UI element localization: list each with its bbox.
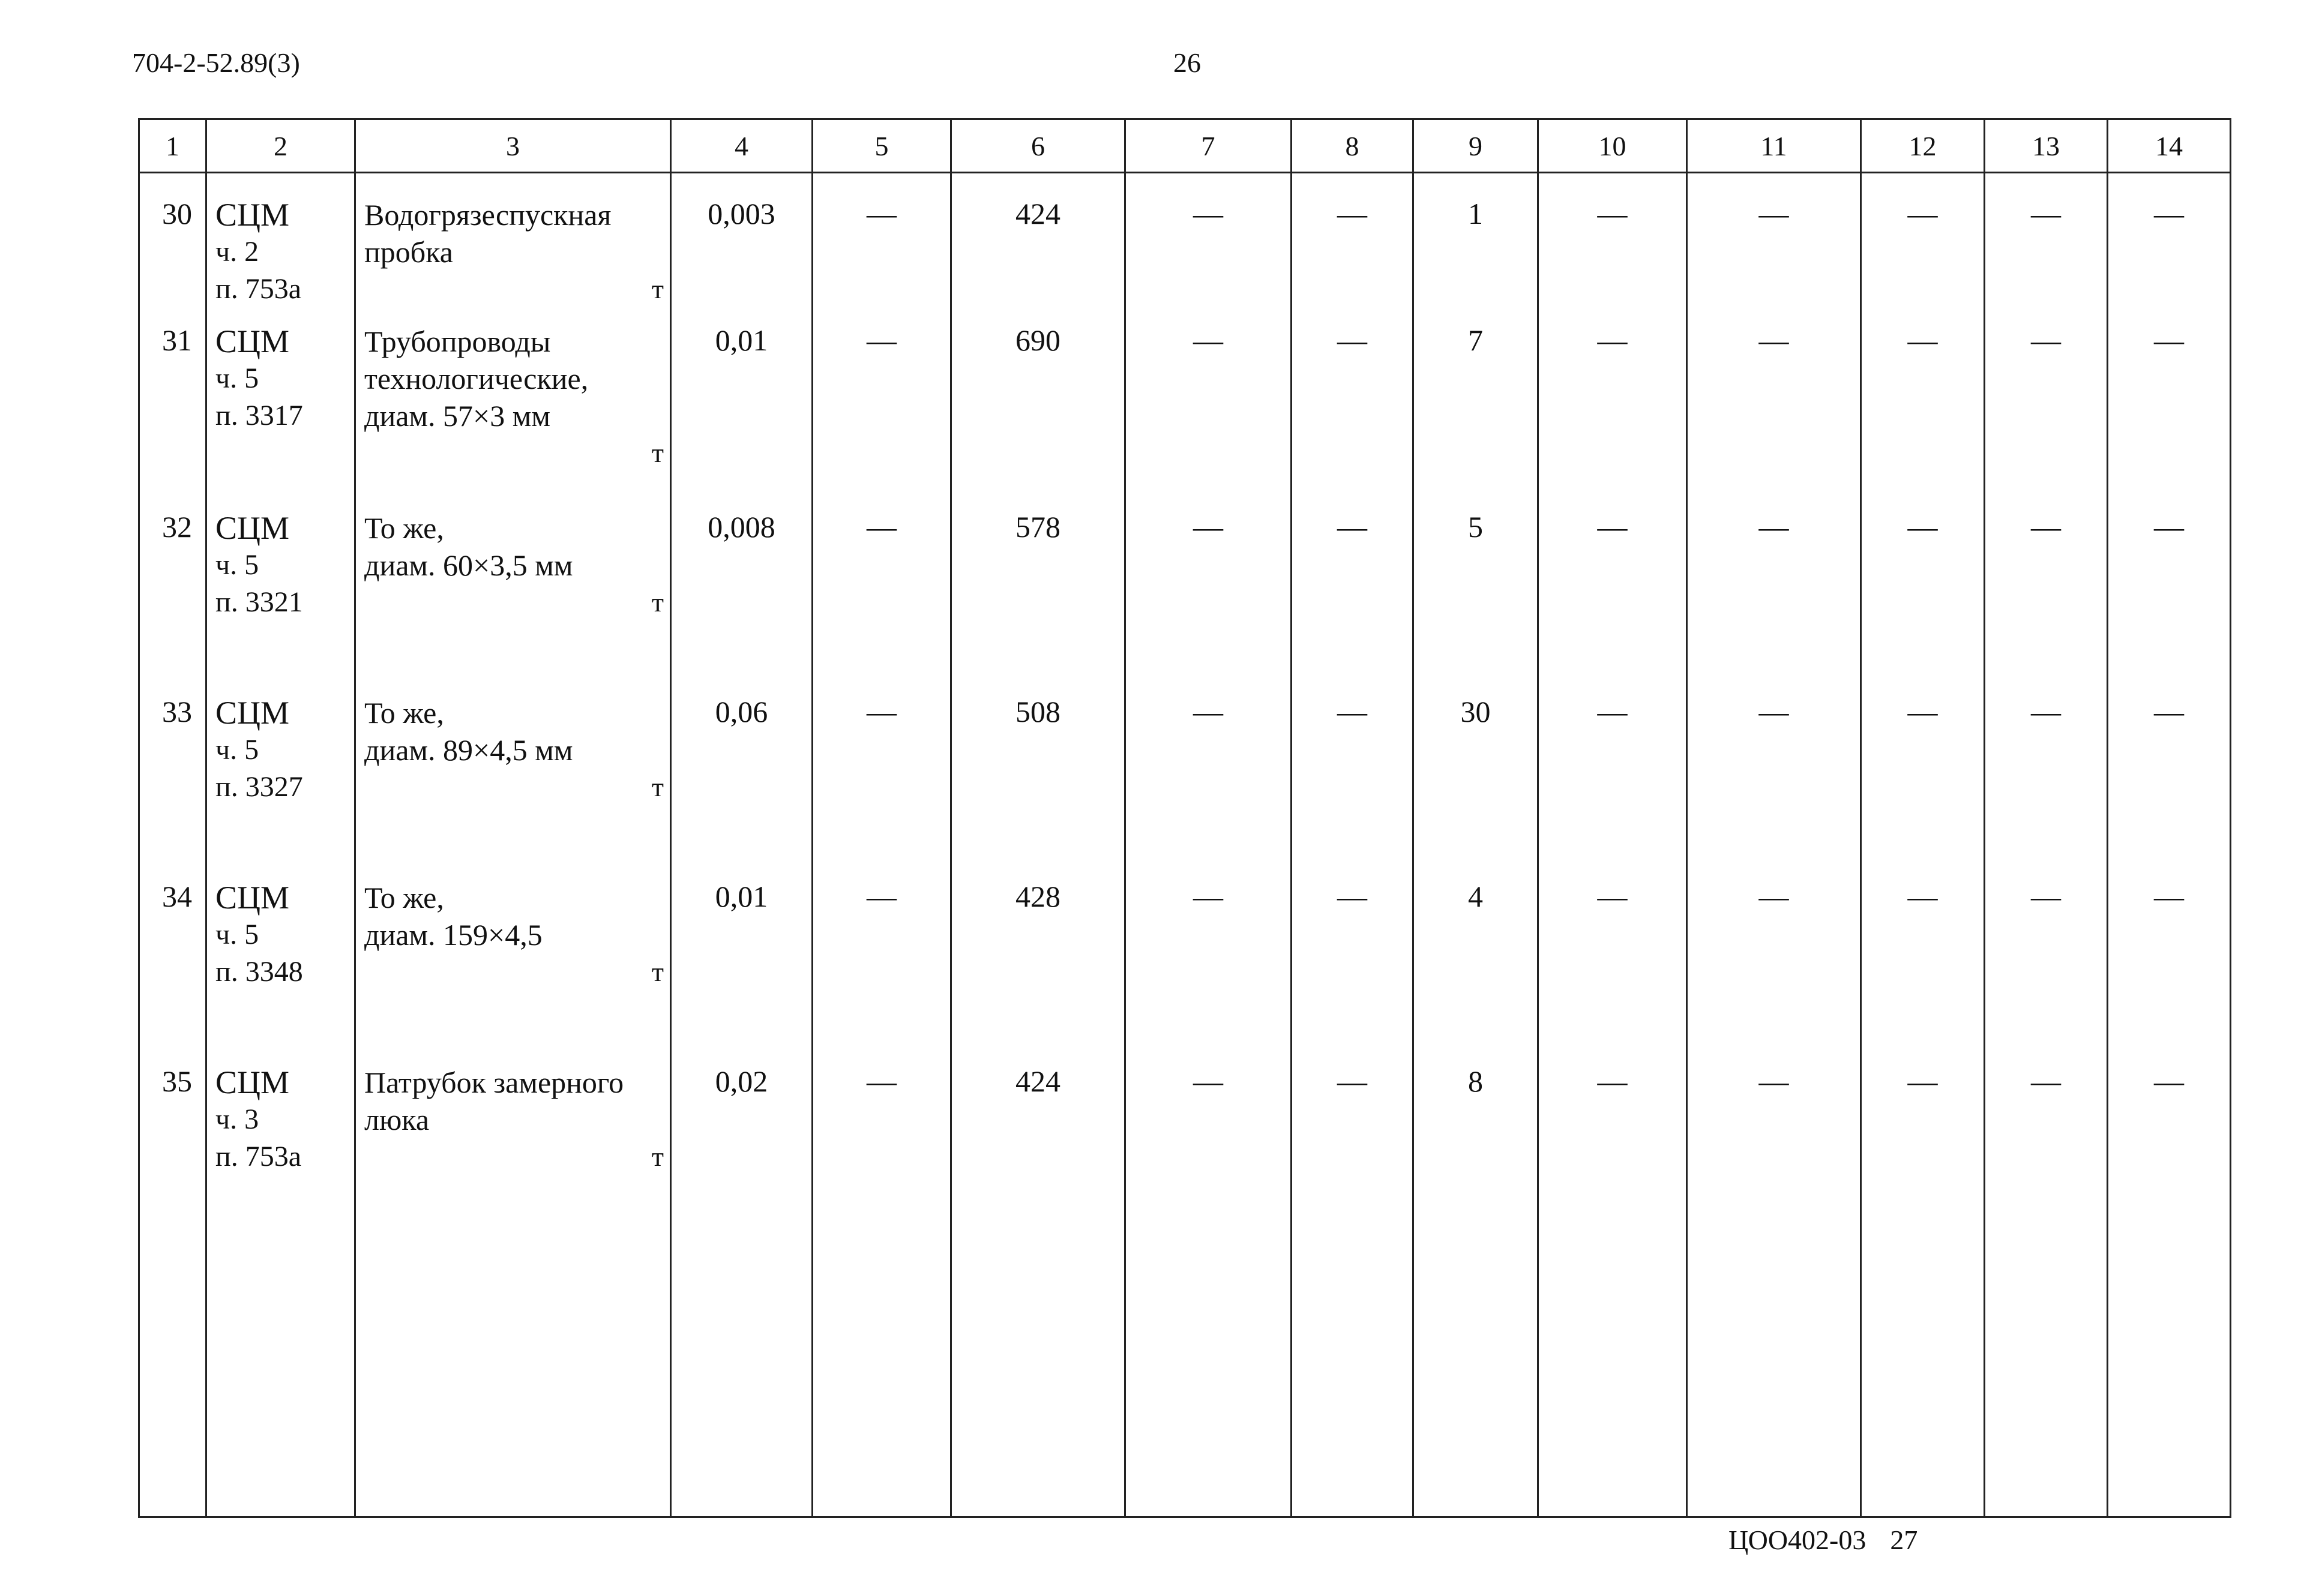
page-number: 26 [1173, 47, 1201, 78]
row-number: 32 [139, 509, 206, 694]
cell-col12: — [1861, 1064, 1985, 1214]
row-name [355, 323, 671, 509]
name-line: люка [364, 1102, 430, 1136]
column-header: 9 [1413, 119, 1538, 173]
column-header: 13 [1985, 119, 2108, 173]
cell-col12: — [1861, 173, 1985, 323]
row-number: 35 [139, 1064, 206, 1214]
name-line: диам. 89×4,5 мм [364, 733, 573, 767]
column-header: 8 [1292, 119, 1413, 173]
table-row [139, 1064, 2231, 1214]
cell-col8: — [1292, 323, 1413, 509]
cell-col12: — [1861, 879, 1985, 1064]
row-name [355, 509, 671, 694]
cell-col4: 0,003 [671, 173, 813, 323]
reference-source: СЦМ [215, 879, 290, 916]
cell-col9: 8 [1413, 1064, 1538, 1214]
reference-part: ч. 5 [215, 362, 259, 394]
row-name [355, 694, 671, 879]
footer [1728, 1524, 1917, 1556]
cell-col12: — [1861, 323, 1985, 509]
cell-col11: — [1687, 509, 1861, 694]
cell-col13: — [1985, 509, 2108, 694]
column-header: 4 [671, 119, 813, 173]
row-name [355, 879, 671, 1064]
reference-source: СЦМ [215, 509, 290, 546]
cell-col14: — [2108, 173, 2231, 323]
table-row [139, 694, 2231, 879]
reference-item: п. 753а [215, 273, 301, 305]
reference-source: СЦМ [215, 694, 290, 731]
cell-col6: 424 [951, 173, 1125, 323]
cell-col13: — [1985, 694, 2108, 879]
row-number: 31 [139, 323, 206, 509]
table-row [139, 173, 2231, 323]
unit-label: т [651, 274, 664, 304]
cell-col4: 0,01 [671, 323, 813, 509]
name-line: Патрубок замерного [364, 1065, 624, 1099]
cell-col8: — [1292, 694, 1413, 879]
footer-code: ЦОО402-03 [1728, 1525, 1866, 1555]
cell-col9: 1 [1413, 173, 1538, 323]
name-line: То же, [364, 880, 444, 914]
row-reference [206, 509, 355, 694]
cell-col4: 0,06 [671, 694, 813, 879]
cell-col6: 508 [951, 694, 1125, 879]
cell-col4: 0,01 [671, 879, 813, 1064]
name-line: То же, [364, 511, 444, 545]
cell-col13: — [1985, 879, 2108, 1064]
cell-col12: — [1861, 694, 1985, 879]
column-header: 14 [2108, 119, 2231, 173]
row-name [355, 1064, 671, 1214]
name-line: Трубопроводы [364, 324, 551, 358]
column-header: 10 [1538, 119, 1687, 173]
cell-col7: — [1125, 509, 1292, 694]
cell-col10: — [1538, 173, 1687, 323]
reference-item: п. 3327 [215, 770, 303, 803]
column-header: 1 [139, 119, 206, 173]
cell-col13: — [1985, 1064, 2108, 1214]
row-number: 33 [139, 694, 206, 879]
estimate-table [138, 118, 2231, 1518]
column-header: 5 [813, 119, 951, 173]
cell-col7: — [1125, 694, 1292, 879]
cell-col8: — [1292, 509, 1413, 694]
row-reference [206, 694, 355, 879]
cell-col5: — [813, 173, 951, 323]
cell-col10: — [1538, 879, 1687, 1064]
cell-col5: — [813, 323, 951, 509]
empty-table-area [139, 1214, 2231, 1517]
table-row [139, 879, 2231, 1064]
name-line: технологические, [364, 361, 589, 395]
cell-col6: 428 [951, 879, 1125, 1064]
cell-col6: 578 [951, 509, 1125, 694]
reference-item: п. 753а [215, 1140, 301, 1172]
cell-col8: — [1292, 879, 1413, 1064]
row-reference [206, 1064, 355, 1214]
cell-col14: — [2108, 879, 2231, 1064]
column-header: 6 [951, 119, 1125, 173]
reference-source: СЦМ [215, 1064, 290, 1100]
cell-col13: — [1985, 173, 2108, 323]
name-line: То же, [364, 695, 444, 730]
reference-part: ч. 5 [215, 733, 259, 766]
reference-part: ч. 5 [215, 548, 259, 581]
row-number: 30 [139, 173, 206, 323]
cell-col10: — [1538, 323, 1687, 509]
cell-col8: — [1292, 1064, 1413, 1214]
document-code: 704-2-52.89(3) [132, 47, 300, 78]
table-row [139, 323, 2231, 509]
reference-item: п. 3348 [215, 955, 303, 988]
cell-col9: 5 [1413, 509, 1538, 694]
cell-col8: — [1292, 173, 1413, 323]
cell-col14: — [2108, 1064, 2231, 1214]
cell-col4: 0,02 [671, 1064, 813, 1214]
reference-part: ч. 2 [215, 236, 259, 268]
row-reference [206, 879, 355, 1064]
name-line: диам. 60×3,5 мм [364, 548, 573, 582]
cell-col10: — [1538, 1064, 1687, 1214]
unit-label: т [651, 586, 664, 617]
cell-col9: 7 [1413, 323, 1538, 509]
cell-col12: — [1861, 509, 1985, 694]
unit-label: т [651, 771, 664, 802]
unit-label: т [651, 956, 664, 987]
name-line: пробка [364, 235, 453, 269]
cell-col11: — [1687, 173, 1861, 323]
cell-col9: 4 [1413, 879, 1538, 1064]
name-line: диам. 57×3 мм [364, 398, 551, 433]
name-line: Водогрязеспускная [364, 198, 612, 232]
reference-source: СЦМ [215, 323, 290, 359]
cell-col6: 424 [951, 1064, 1125, 1214]
column-header: 7 [1125, 119, 1292, 173]
cell-col11: — [1687, 1064, 1861, 1214]
cell-col11: — [1687, 323, 1861, 509]
cell-col11: — [1687, 879, 1861, 1064]
row-name [355, 173, 671, 323]
cell-col14: — [2108, 323, 2231, 509]
footer-number: 27 [1890, 1525, 1918, 1555]
column-header: 2 [206, 119, 355, 173]
cell-col10: — [1538, 509, 1687, 694]
column-header: 3 [355, 119, 671, 173]
table-row [139, 509, 2231, 694]
row-reference [206, 323, 355, 509]
cell-col4: 0,008 [671, 509, 813, 694]
reference-part: ч. 3 [215, 1103, 259, 1135]
row-reference [206, 173, 355, 323]
column-header: 12 [1861, 119, 1985, 173]
cell-col14: — [2108, 694, 2231, 879]
reference-item: п. 3317 [215, 399, 303, 431]
cell-col11: — [1687, 694, 1861, 879]
cell-col7: — [1125, 879, 1292, 1064]
column-header-row [139, 119, 2231, 173]
cell-col5: — [813, 879, 951, 1064]
cell-col5: — [813, 509, 951, 694]
cell-col7: — [1125, 323, 1292, 509]
cell-col5: — [813, 694, 951, 879]
name-line: диам. 159×4,5 [364, 917, 543, 952]
unit-label: т [651, 437, 664, 468]
reference-part: ч. 5 [215, 918, 259, 950]
unit-label: т [651, 1141, 664, 1172]
cell-col5: — [813, 1064, 951, 1214]
cell-col10: — [1538, 694, 1687, 879]
cell-col7: — [1125, 1064, 1292, 1214]
reference-source: СЦМ [215, 197, 290, 233]
cell-col14: — [2108, 509, 2231, 694]
cell-col9: 30 [1413, 694, 1538, 879]
column-header: 11 [1687, 119, 1861, 173]
row-number: 34 [139, 879, 206, 1064]
cell-col7: — [1125, 173, 1292, 323]
cell-col13: — [1985, 323, 2108, 509]
reference-item: п. 3321 [215, 586, 303, 618]
cell-col6: 690 [951, 323, 1125, 509]
